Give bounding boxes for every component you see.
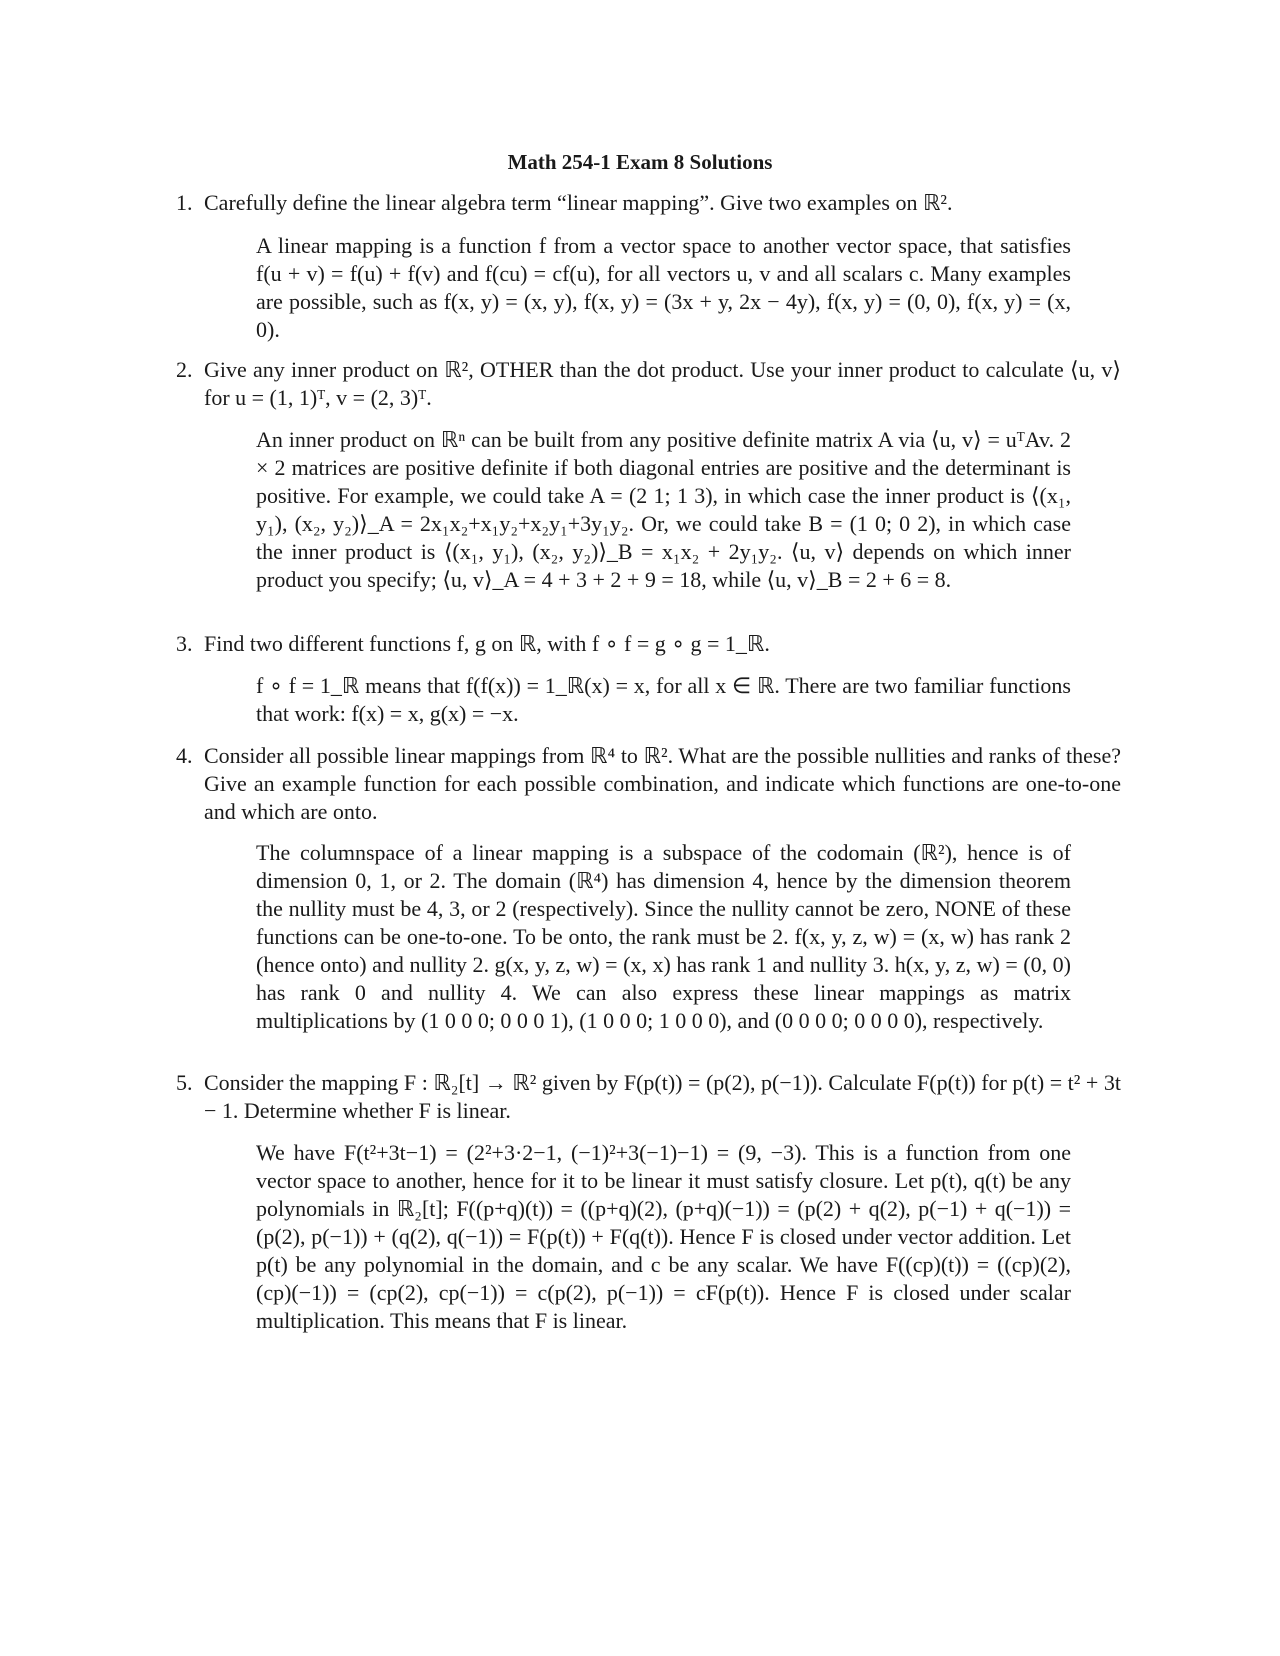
question-number: 2. bbox=[176, 357, 193, 382]
question-5 bbox=[176, 1069, 1121, 1125]
question-text: Find two different functions f, g on ℝ, with f ∘ f = g ∘ g = 1_ℝ. bbox=[204, 631, 770, 656]
answer-3: f ∘ f = 1_ℝ means that f(f(x)) = 1_ℝ(x) = x, for all x ∈ ℝ. There are two familiar functions that work: f(x) = x, g(x) = −x. bbox=[256, 673, 1071, 726]
question-text: Consider all possible linear mappings from ℝ⁴ to ℝ². What are the possible nullities and ranks of these? Give an example function for each possible combination, and indicate which functions are one-to-one and which are onto. bbox=[204, 743, 1121, 824]
question-number: 5. bbox=[176, 1070, 193, 1095]
question-3 bbox=[176, 630, 1121, 658]
answer-2: An inner product on ℝⁿ can be built from any positive definite matrix A via ⟨u, v⟩ = uᵀAv. 2 × 2 matrices are positive definite if both diagonal entries are positive and the determinant is positive. For example, we could take A = (2 1; 1 3), in which case the inner product is ⟨(x₁, y₁), (x₂, y₂)⟩_A = 2x₁x₂+x₁y₂+x₂y₁+3y₁y₂. Or, we could take B = (1 0; 0 2), in which case the inner product is ⟨(x₁, y₁), (x₂, y₂)⟩_B = x₁x₂ + 2y₁y₂. ⟨u, v⟩ depends on which inner product you specify; ⟨u, v⟩_A = 4 + 3 + 2 + 9 = 18, while ⟨u, v⟩_B = 2 + 6 = 8. bbox=[256, 427, 1071, 592]
question-1 bbox=[176, 189, 1121, 217]
question-number: 4. bbox=[176, 743, 193, 768]
question-text: Give any inner product on ℝ², OTHER than the dot product. Use your inner product to calculate ⟨u, v⟩ for u = (1, 1)ᵀ, v = (2, 3)ᵀ. bbox=[204, 357, 1121, 410]
page-title: Math 254-1 Exam 8 Solutions bbox=[507, 150, 773, 174]
question-number: 3. bbox=[176, 631, 193, 656]
answer-1: A linear mapping is a function f from a vector space to another vector space, that satisfies f(u + v) = f(u) + f(v) and f(cu) = cf(u), for all vectors u, v and all scalars c. Many examples are possible, such as f(x, y) = (x, y), f(x, y) = (3x + y, 2x − 4y), f(x, y) = (0, 0), f(x, y) = (x, 0). bbox=[256, 233, 1071, 342]
answer-4: The columnspace of a linear mapping is a subspace of the codomain (ℝ²), hence is of dimension 0, 1, or 2. The domain (ℝ⁴) has dimension 4, hence by the dimension theorem the nullity must be 4, 3, or 2 (respectively). Since the nullity cannot be zero, NONE of these functions can be one-to-one. To be onto, the rank must be 2. f(x, y, z, w) = (x, w) has rank 2 (hence onto) and nullity 2. g(x, y, z, w) = (x, x) has rank 1 and nullity 3. h(x, y, z, w) = (0, 0) has rank 0 and nullity 4. We can also express these linear mappings as matrix multiplications by (1 0 0 0; 0 0 0 1), (1 0 0 0; 1 0 0 0), and (0 0 0 0; 0 0 0 0), respectively. bbox=[256, 840, 1071, 1033]
question-number: 1. bbox=[176, 190, 193, 215]
question-2 bbox=[176, 356, 1121, 412]
question-text: Consider the mapping F : ℝ₂[t] → ℝ² given by F(p(t)) = (p(2), p(−1)). Calculate F(p(t)) for p(t) = t² + 3t − 1. Determine whether F is linear. bbox=[204, 1070, 1121, 1123]
answer-5: We have F(t²+3t−1) = (2²+3·2−1, (−1)²+3(−1)−1) = (9, −3). This is a function from one vector space to another, hence for it to be linear it must satisfy closure. Let p(t), q(t) be any polynomials in ℝ₂[t]; F((p+q)(t)) = ((p+q)(2), (p+q)(−1)) = (p(2) + q(2), p(−1) + q(−1)) = (p(2), p(−1)) + (q(2), q(−1)) = F(p(t)) + F(q(t)). Hence F is closed under vector addition. Let p(t) be any polynomial in the domain, and c be any scalar. We have F((cp)(t)) = ((cp)(2), (cp)(−1)) = (cp(2), cp(−1)) = c(p(2), p(−1)) = cF(p(t)). Hence F is closed under scalar multiplication. This means that F is linear. bbox=[256, 1140, 1071, 1333]
question-text: Carefully define the linear algebra term “linear mapping”. Give two examples on ℝ². bbox=[204, 190, 953, 215]
question-4 bbox=[176, 742, 1121, 826]
